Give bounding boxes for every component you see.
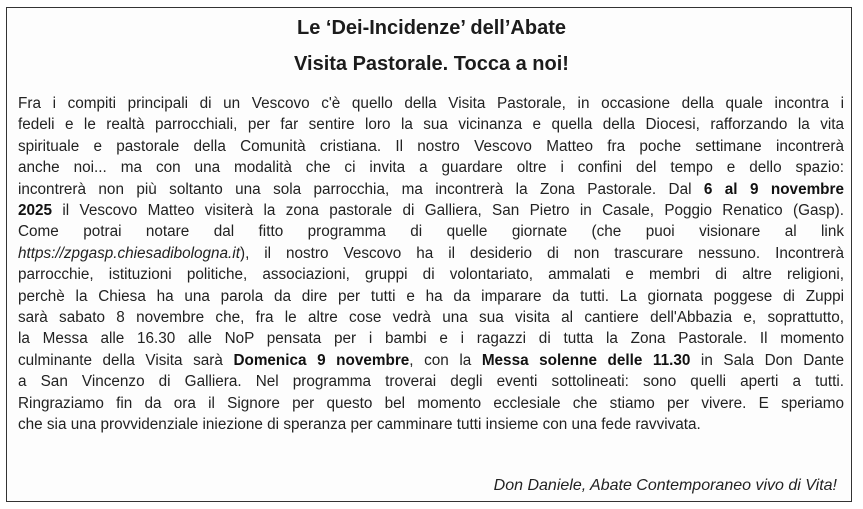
article-subtitle: Visita Pastorale. Tocca a noi! bbox=[294, 53, 569, 75]
body-line: la Messa alle 16.30 alle NoP pensata per i bambi e i ragazzi di tutta la Zona Pastorale. Il momento bbox=[18, 330, 844, 348]
body-line: 2025 il Vescovo Matteo visiterà la zona pastorale di Galliera, San Pietro in Casale, Poggio Renatico (Gasp). bbox=[18, 202, 844, 220]
mass-highlight: Messa solenne delle 11.30 bbox=[481, 351, 691, 369]
article-body bbox=[18, 93, 844, 436]
program-link[interactable]: https://zpgasp.chiesadibologna.it bbox=[18, 244, 240, 262]
sunday-highlight: Domenica 9 novembre bbox=[233, 351, 410, 369]
body-line: spirituale e pastorale della Comunità cristiana. Il nostro Vescovo Matteo fra poche settimane incontrerà bbox=[18, 137, 844, 155]
body-line: sarà sabato 8 novembre che, fra le altre cose vedrà una sua visita al cantiere dell'Abbazia e, soprattutto, bbox=[18, 309, 844, 327]
body-line: Come potrai notare dal fitto programma di quelle giornate (che puoi visionare al link bbox=[18, 223, 844, 241]
body-line: incontrerà non più soltanto una sola parrocchia, ma incontrerà la Zona Pastorale. Dal 6 al 9 novembre bbox=[18, 180, 844, 198]
body-line: culminante della Visita sarà Domenica 9 novembre, con la Messa solenne delle 11.30 in Sala Don Dante bbox=[18, 351, 845, 369]
body-line: parrocchie, istituzioni politiche, associazioni, gruppi di volontariato, ammalati e membri di altre religioni, bbox=[18, 266, 844, 284]
body-line: anche noi... ma con una modalità che ci invita a guardare oltre i confini del tempo e dello spazio: bbox=[18, 159, 844, 177]
body-line: https://zpgasp.chiesadibologna.it), il nostro Vescovo ha il desiderio di non trascurare nessuno. Incontrerà bbox=[18, 244, 844, 262]
year-highlight: 2025 bbox=[18, 202, 53, 220]
body-line: che sia una provvidenziale iniezione di speranza per camminare tutti insieme con una fede ravvivata. bbox=[18, 416, 701, 434]
body-line: Fra i compiti principali di un Vescovo c'è quello della Visita Pastorale, in occasione della quale incontra i bbox=[18, 95, 844, 112]
article-title: Le ‘Dei-Incidenze’ dell’Abate bbox=[297, 17, 566, 39]
body-line: a San Vincenzo di Galliera. Nel programma troverai degli eventi sottolineati: sono quelli aperti a tutti. bbox=[18, 373, 844, 391]
signature: Don Daniele, Abate Contemporaneo vivo di Vita! bbox=[493, 477, 837, 494]
body-line: Ringraziamo fin da ora il Signore per questo bel momento ecclesiale che stiamo per vivere. E speriamo bbox=[18, 394, 844, 412]
date-range-highlight: 6 al 9 novembre bbox=[703, 180, 844, 198]
body-line: fedeli e le realtà parrocchiali, per far sentire loro la sua vicinanza e quella della Diocesi, rafforzando la vita bbox=[18, 116, 844, 134]
body-line: perchè la Chiesa ha una parola da dire per tutti e ha da imparare da tutti. La giornata poggese di Zuppi bbox=[18, 287, 844, 305]
